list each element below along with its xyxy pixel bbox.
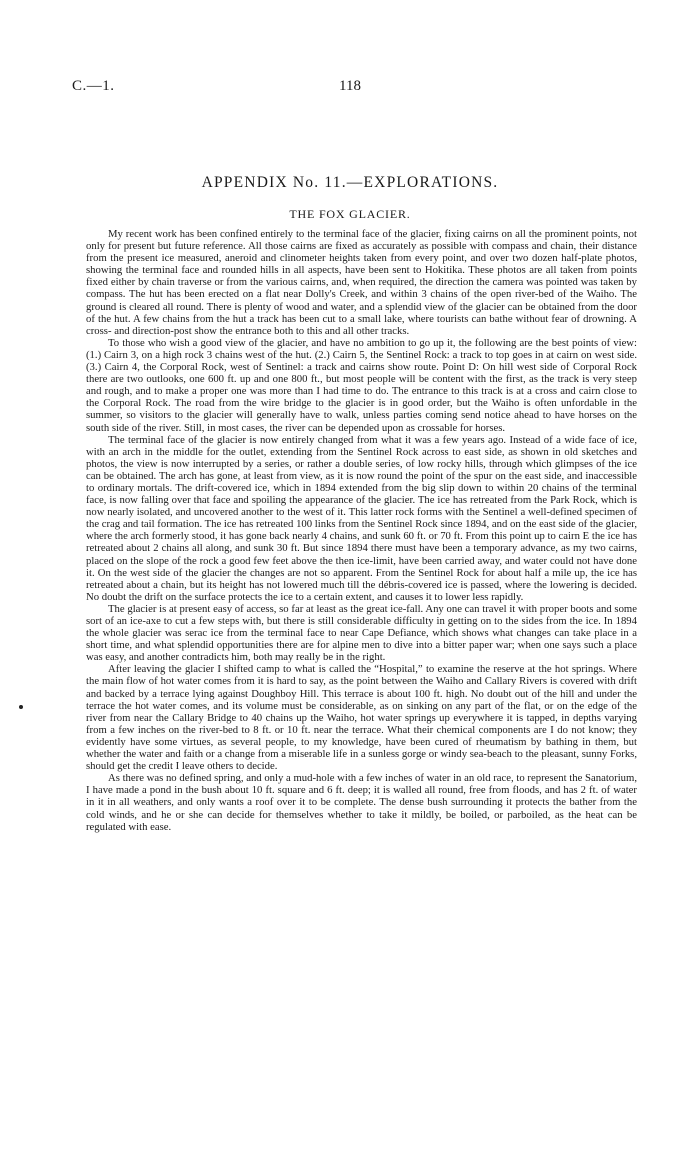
- margin-mark: [19, 705, 23, 709]
- section-title: THE FOX GLACIER.: [289, 207, 411, 221]
- paragraph: To those who wish a good view of the glacier, and have no ambition to go up it, the following are the best points of view: (1.) Cairn 3, on a high rock 3 chains west of the hut. (2.) Cairn 5, the Sentinel Rock: a track to top goes in at cairn on west side. (3.) Cairn 4, the Corporal Rock, west of Sentinel: a track and cairns show route. Point D: On hill west side of Corporal Rock there are two outlooks, one 600 ft. up and one 800 ft., but most people will be content with the first, as the track is very steep and rough, and to make a proper one was more than I had time to do. The entrance to this track is at a cross and cairn close to the Corporal Rock. The road from the wire bridge to the glacier is in good order, but the Waiho is often unfordable in the summer, so visitors to the glacier will generally have to walk, unless parties coming send notice ahead to have horses on the south side of the river. Still, in most cases, the river can be depended upon as crossable for horses.: [86, 336, 637, 434]
- body-text: [86, 228, 637, 833]
- paragraph: My recent work has been confined entirely to the terminal face of the glacier, fixing cairns on all the prominent points, not only for present but future reference. All those cairns are fixed as accurately as possible with compass and chain, their distance from the present ice measured, aneroid and clinometer heights taken from every point, and over two dozen half-plate photos, showing the terminal face and rounded hills in all aspects, have been sent to Hokitika. These photos are all taken from points fixed either by chain traverse or from the various cairns, and, when required, the direction the camera was pointed was taken by compass. The hut has been erected on a flat near Dolly's Creek, and within 3 chains of the open river-bed of the Waiho. The ground is cleared all round. There is plenty of wood and water, and a splendid view of the glacier can be obtained from the door of the hut. A few chains from the hut a track has been cut to a small lake, where tourists can bathe without fear of drowning. A cross- and direction-post show the entrance both to this and all other tracks.: [86, 228, 637, 337]
- paragraph: The glacier is at present easy of access, so far at least as the great ice-fall. Any one can travel it with proper boots and some sort of an ice-axe to cut a few steps with, but there is still considerable difficulty in getting on to the sides from the ice. In 1894 the whole glacier was serac ice from the terminal face to near Cape Defiance, which shows what changes can take place in a short time, and what splendid opportunities there are for alpine men to dive into a bitter paper war; when one says such a place was easy, and another contradicts him, both may really be in the right.: [86, 602, 637, 664]
- paragraph: As there was no defined spring, and only a mud-hole with a few inches of water in an old race, to represent the Sanatorium, I have made a pond in the bush about 10 ft. square and 6 ft. deep; it is walled all round, free from floods, and has 2 ft. of water in it in all weathers, and only wants a roof over it to be complete. The dense bush surrounding it protects the bather from the cold winds, and he or she can decide for themselves whether to take it mildly, be boiled, or parboiled, as the heat can be regulated with ease.: [86, 772, 637, 833]
- appendix-title: APPENDIX No. 11.—EXPLORATIONS.: [201, 174, 499, 191]
- page-number: 118: [339, 78, 361, 94]
- document-reference: C.—1.: [72, 78, 115, 94]
- paragraph: The terminal face of the glacier is now entirely changed from what it was a few years ago. Instead of a wide face of ice, with an arch in the middle for the outlet, extending from the Sentinel Rock across to east side, as shown in old sketches and photos, the view is now interrupted by a series, or rather a double series, of low rocky hills, through which glimpses of the ice can be obtained. The arch has gone, at least from view, as it is now round the point of the spur on the east side, and inaccessible to ordinary mortals. The drift-covered ice, which in 1894 extended from the big slip down to within 20 chains of the terminal face, is now falling over that face and spoiling the appearance of the glacier. The ice has retreated from the Park Rock, which is now nearly isolated, and uncovered another to the west of it. This latter rock forms with the Sentinel a well-defined specimen of the crag and tail formation. The ice has retreated 100 links from the Sentinel Rock since 1894, and on the east side of the glacier, where the arch formerly stood, it has gone back nearly 4 chains, and sunk 60 ft. or 70 ft. From this point up to cairn E the ice has retreated about 2 chains all along, and sunk 30 ft. But since 1894 there must have been a temporary advance, as my two cairns, placed on the slope of the rock a good few feet above the then ice-limit, have been carried away, and water could not have done it. On the west side of the glacier the changes are not so apparent. From the Sentinel Rock for about half a mile up, the ice has retreated about a chain, but its height has not lowered much till the débris-covered ice is passed, where the lowering is decided. No doubt the drift on the surface protects the ice to a certain extent, and causes it to lower less rapidly.: [86, 433, 637, 603]
- paragraph: After leaving the glacier I shifted camp to what is called the “Hospital,” to examine the reserve at the hot springs. Where the main flow of hot water comes from it is hard to say, as the point between the Waiho and Callary Rivers is covered with drift and backed by a terrace lying against Doughboy Hill. This terrace is about 100 ft. high. No doubt out of the hill and under the terrace the hot water comes, and its volume must be considerable, as on sinking on any part of the flat, or on the edge of the river from near the Callary Bridge to 40 chains up the Waiho, hot water springs up everywhere it is tapped, in depths varying from a few inches on the river-bed to 8 ft. or 10 ft. near the terrace. What their chemical components are I do not know; they evidently have some virtues, as several people, to my knowledge, have been cured of rheumatism by bathing in them, but whether the water and faith or a change from a miserable life in a sunless gorge or windy sea-beach to the pleasant, sunny Forks, should get the credit I leave others to decide.: [86, 663, 637, 773]
